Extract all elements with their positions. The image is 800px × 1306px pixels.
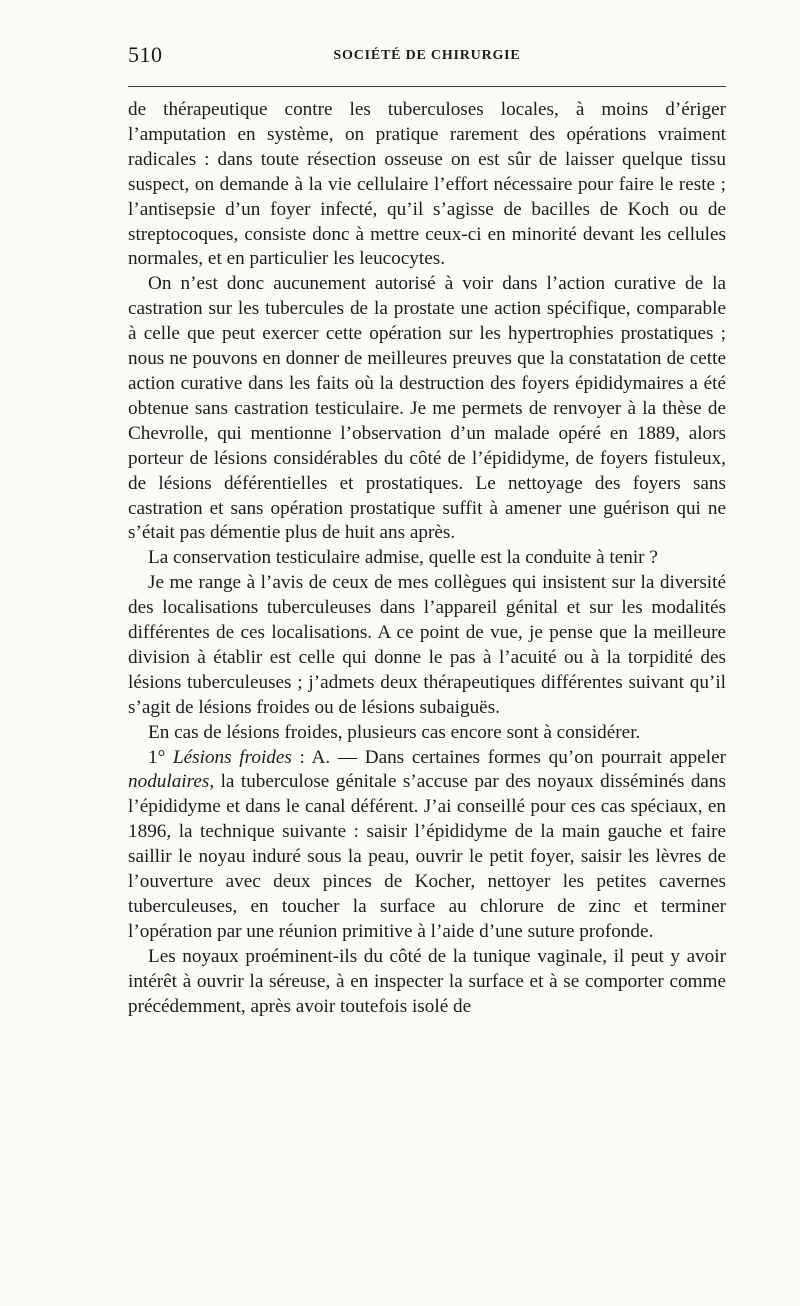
page-number: 510 (128, 42, 163, 67)
paragraph-1 (128, 98, 726, 272)
paragraph-2 (128, 272, 726, 546)
paragraph-text: Les noyaux proéminent-ils du côté de la tunique vaginale, il peut y avoir intérêt à ouvrir la séreuse, à en inspecter la surface et à se comporter comme précédemment, après avoir toutefois isolé de (128, 945, 726, 1017)
paragraph-4 (128, 571, 726, 720)
paragraph-text: la tuberculose génitale s’accuse par des noyaux disséminés dans l’épididyme et dans le canal déférent. J’ai conseillé pour ces cas spéciaux, en 1896, la technique suivante : saisir l’épididyme de la main gauche et faire saillir le noyau induré sous la peau, ouvrir le petit foyer, saisir les lèvres de l’ouverture avec deux pinces de Kocher, nettoyer les petites cavernes tuberculeuses, en toucher la surface au chlorure de zinc et terminer l’opération par une réunion primitive à l’aide d’une suture profonde. (128, 771, 726, 942)
body-text (128, 98, 726, 1020)
paragraph-text: On n’est donc aucunement autorisé à voir dans l’action curative de la castration sur les tubercules de la prostate une action spécifique, comparable à celle que peut exercer cette opération sur les hypertrophies prostatiques ; nous ne pouvons en donner de meilleures preuves que la constatation de cette action curative dans les faits où la destruction des foyers épididymaires a été obtenue sans castration testiculaire. Je me permets de renvoyer à la thèse de Chevrolle, qui mentionne l’observation d’un malade opéré en 1889, alors porteur de lésions considérables du côté de l’épididyme, de foyers fistuleux, de lésions déférentielles et prostatiques. Le nettoyage des foyers sans castration et sans opération prostatique suffit à amener une guérison qui ne s’était pas démentie plus de huit ans après. (128, 273, 726, 544)
paragraph-text: : A. — Dans certaines formes qu’on pourrait appeler (291, 746, 726, 768)
paragraph-text: La conservation testiculaire admise, quelle est la conduite à tenir ? (148, 547, 658, 569)
paragraph-3 (128, 546, 726, 571)
header-rule (128, 86, 726, 87)
paragraph-5 (128, 721, 726, 746)
paragraph-6 (128, 746, 726, 945)
italic-term: nodulaires, (128, 771, 215, 793)
paragraph-text: de thérapeutique contre les tuberculoses locales, à moins d’ériger l’amputation en système, on pratique rarement des opérations vraiment radicales : dans toute résection osseuse on est sûr de laisser quelque tissu suspect, on demande à la vie cellulaire l’effort nécessaire pour faire le reste ; l’antisepsie d’un foyer infecté, qu’il s’agisse de bacilles de Koch ou de streptocoques, consiste donc à mettre ceux-ci en minorité devant les cellules normales, et en particulier les leucocytes. (128, 99, 726, 270)
paragraph-7 (128, 945, 726, 1020)
section-heading: Lésions froides (172, 746, 292, 768)
section-number: 1° (148, 746, 173, 768)
paragraph-text: Je me range à l’avis de ceux de mes collègues qui insistent sur la diversité des localisations tuberculeuses dans l’appareil génital et sur les modalités différentes de ces localisations. A ce point de vue, je pense que la meilleure division à établir est celle qui donne le pas à l’acuité ou à la torpidité des lésions tuberculeuses ; j’admets deux thérapeutiques différentes suivant qu’il s’agit de lésions froides ou de lésions subaiguës. (128, 572, 726, 718)
running-title: SOCIÉTÉ DE CHIRURGIE (333, 48, 521, 63)
paragraph-text: En cas de lésions froides, plusieurs cas encore sont à considérer. (148, 721, 641, 743)
page-header (128, 40, 726, 80)
